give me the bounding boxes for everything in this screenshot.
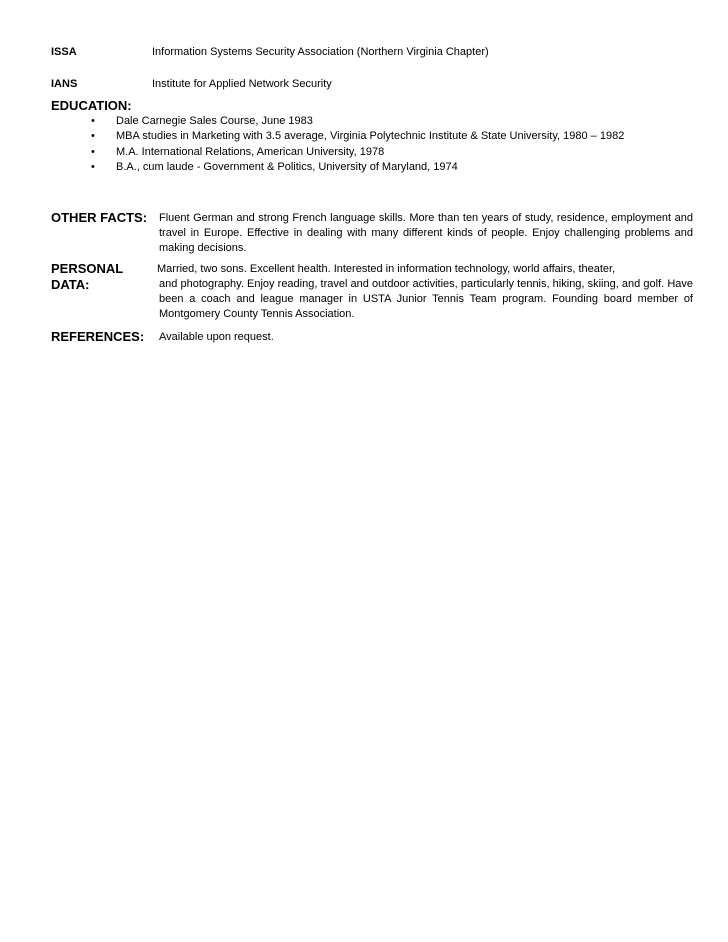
org-name: Information Systems Security Association (Northern Virginia Chapter) <box>152 46 489 58</box>
bullet-icon: • <box>91 161 95 174</box>
references-heading: REFERENCES: <box>51 329 145 344</box>
org-name: Institute for Applied Network Security <box>152 78 332 90</box>
org-abbr: IANS <box>51 78 78 90</box>
personal-heading-line2: DATA: <box>51 277 90 292</box>
education-list <box>86 114 624 176</box>
education-item-text: M.A. International Relations, American University, 1978 <box>116 145 385 158</box>
education-item <box>86 145 624 160</box>
education-item-text: MBA studies in Marketing with 3.5 average, Virginia Polytechnic Institute & State University, 1980 – 1982 <box>116 130 625 143</box>
education-item <box>86 114 624 129</box>
education-item <box>86 160 624 175</box>
education-item-text: Dale Carnegie Sales Course, June 1983 <box>116 115 313 127</box>
personal-heading-line1: PERSONAL <box>51 261 124 276</box>
bullet-icon: • <box>91 115 95 127</box>
education-item-text: B.A., cum laude - Government & Politics, University of Maryland, 1974 <box>116 161 458 174</box>
personal-data-first-line: Married, two sons. Excellent health. Interested in information technology, world affairs, theater, <box>157 263 616 275</box>
bullet-icon: • <box>91 145 95 158</box>
other-facts-text: Fluent German and strong French language skills. More than ten years of study, residence, employment and travel in Europe. Effective in dealing with many different kinds of people. Enjoy challenging problems and making decisions. <box>159 212 693 255</box>
bullet-icon: • <box>91 130 95 143</box>
education-item <box>86 129 624 144</box>
personal-data-text: and photography. Enjoy reading, travel and outdoor activities, particularly tennis, hiking, skiing, and golf. Have been a coach and league manager in USTA Junior Tennis Team program. Founding board member of Montgomery County Tennis Association. <box>159 278 693 321</box>
education-heading: EDUCATION: <box>51 98 132 113</box>
references-text: Available upon request. <box>159 331 274 343</box>
org-abbr: ISSA <box>51 46 77 58</box>
other-facts-heading: OTHER FACTS: <box>51 210 148 225</box>
